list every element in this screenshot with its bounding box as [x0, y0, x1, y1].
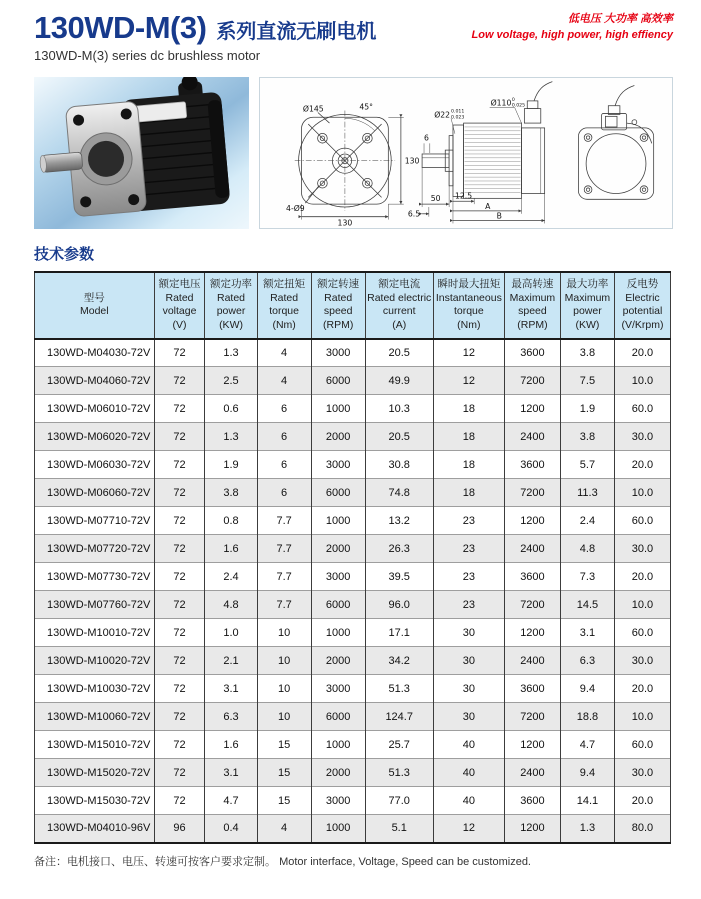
cell-rated-power: 0.8: [205, 507, 257, 535]
table-row: [35, 619, 671, 647]
dim-shaft-dia: Ø22: [434, 110, 451, 120]
cell-maximum-power: 2.4: [560, 507, 614, 535]
column-header-cn: 反电势: [626, 278, 659, 290]
cell-model: 130WD-M04060-72V: [35, 367, 155, 395]
cell-rated-voltage: 72: [154, 507, 205, 535]
cell-maximum-power: 6.3: [560, 647, 614, 675]
cell-electric-potential: 10.0: [614, 479, 670, 507]
column-header-unit: (Nm): [272, 318, 296, 331]
dim-flange-thk: 12.5: [455, 191, 473, 201]
cell-rated-torque: 10: [257, 619, 311, 647]
cell-model: 130WD-M07710-72V: [35, 507, 155, 535]
cell-maximum-speed: 3600: [504, 787, 560, 815]
cell-model: 130WD-M04030-72V: [35, 339, 155, 367]
table-row: [35, 591, 671, 619]
cell-rated-current: 96.0: [365, 591, 433, 619]
dim-width: 130: [337, 218, 353, 228]
dim-angle: 45°: [359, 102, 374, 112]
table-row: [35, 675, 671, 703]
dim-flange-dia: Ø145: [302, 104, 324, 114]
page-title: 130WD-M(3): [34, 10, 207, 45]
cell-rated-power: 1.6: [205, 731, 257, 759]
column-header: [433, 272, 504, 339]
cell-rated-torque: 15: [257, 787, 311, 815]
section-title: 技术参数: [34, 246, 95, 263]
cell-rated-power: 2.5: [205, 367, 257, 395]
cell-rated-speed: 2000: [311, 759, 365, 787]
dim-shaft-tol-upper: 0.011: [451, 109, 465, 115]
cell-rated-voltage: 72: [154, 451, 205, 479]
table-row: [35, 479, 671, 507]
column-header-unit: (A): [392, 318, 407, 331]
cell-instantaneous-torque: 12: [433, 815, 504, 843]
cell-rated-speed: 6000: [311, 367, 365, 395]
cell-model: 130WD-M06030-72V: [35, 451, 155, 479]
page-header: [34, 10, 673, 63]
cell-model: 130WD-M15010-72V: [35, 731, 155, 759]
cell-rated-voltage: 72: [154, 339, 205, 367]
cell-maximum-speed: 2400: [504, 423, 560, 451]
cell-rated-voltage: 72: [154, 479, 205, 507]
cell-maximum-power: 3.8: [560, 339, 614, 367]
cell-maximum-power: 1.3: [560, 815, 614, 843]
cell-instantaneous-torque: 40: [433, 731, 504, 759]
tagline-cn: 低电压 大功率 高效率: [567, 13, 673, 25]
cell-maximum-power: 3.1: [560, 619, 614, 647]
cell-rated-speed: 1000: [311, 619, 365, 647]
column-header-en: Maximum speed: [509, 291, 556, 318]
cell-rated-torque: 10: [257, 647, 311, 675]
column-header: [504, 272, 560, 339]
table-row: [35, 339, 671, 367]
cell-rated-power: 1.3: [205, 339, 257, 367]
cell-rated-speed: 2000: [311, 535, 365, 563]
column-header-cn: 额定转速: [317, 278, 360, 290]
cell-rated-speed: 3000: [311, 451, 365, 479]
cell-rated-current: 51.3: [365, 759, 433, 787]
cell-rated-voltage: 72: [154, 731, 205, 759]
dim-pilot-tol-lower: 0.025: [511, 103, 526, 109]
table-row: [35, 451, 671, 479]
cell-instantaneous-torque: 23: [433, 563, 504, 591]
media-row: [34, 77, 673, 229]
cell-rated-speed: 6000: [311, 703, 365, 731]
cell-model: 130WD-M15020-72V: [35, 759, 155, 787]
column-header-unit: (Nm): [457, 318, 481, 331]
cell-rated-speed: 3000: [311, 339, 365, 367]
cell-maximum-speed: 1200: [504, 395, 560, 423]
cell-electric-potential: 60.0: [614, 619, 670, 647]
dim-height: 130: [404, 156, 420, 166]
tagline: [472, 10, 674, 44]
cell-maximum-speed: 3600: [504, 451, 560, 479]
column-header-en: Rated speed: [323, 291, 353, 318]
cell-rated-current: 20.5: [365, 339, 433, 367]
cell-electric-potential: 20.0: [614, 787, 670, 815]
dim-pilot-tol-upper: 0: [511, 97, 515, 103]
cell-electric-potential: 80.0: [614, 815, 670, 843]
cell-instantaneous-torque: 12: [433, 367, 504, 395]
cell-rated-current: 124.7: [365, 703, 433, 731]
cell-rated-current: 39.5: [365, 563, 433, 591]
cell-rated-power: 2.4: [205, 563, 257, 591]
dimension-drawing: [260, 78, 672, 228]
table-row: [35, 703, 671, 731]
cell-rated-speed: 1000: [311, 815, 365, 843]
cell-rated-power: 1.0: [205, 619, 257, 647]
cell-electric-potential: 30.0: [614, 423, 670, 451]
cell-maximum-power: 9.4: [560, 759, 614, 787]
cell-rated-torque: 6: [257, 479, 311, 507]
column-header-en: Model: [79, 305, 109, 318]
cell-electric-potential: 20.0: [614, 451, 670, 479]
cell-rated-voltage: 72: [154, 563, 205, 591]
cell-rated-torque: 4: [257, 339, 311, 367]
cell-rated-current: 34.2: [365, 647, 433, 675]
cell-rated-power: 4.7: [205, 787, 257, 815]
cell-rated-power: 1.6: [205, 535, 257, 563]
cell-maximum-speed: 2400: [504, 759, 560, 787]
cell-rated-speed: 1000: [311, 395, 365, 423]
column-header-en: Rated power: [216, 291, 246, 318]
cell-rated-torque: 6: [257, 395, 311, 423]
dim-shaft-tol-lower: 0.023: [451, 115, 465, 121]
cell-rated-torque: 10: [257, 675, 311, 703]
dim-step: 6.5: [407, 209, 421, 219]
cell-electric-potential: 20.0: [614, 675, 670, 703]
column-header-cn: 最大功率: [566, 278, 609, 290]
cell-maximum-power: 4.8: [560, 535, 614, 563]
cell-rated-speed: 2000: [311, 423, 365, 451]
cell-rated-power: 4.8: [205, 591, 257, 619]
column-header: [365, 272, 433, 339]
cell-maximum-power: 7.5: [560, 367, 614, 395]
column-header-unit: (RPM): [517, 318, 548, 331]
column-header: [560, 272, 614, 339]
table-row: [35, 423, 671, 451]
cell-rated-current: 77.0: [365, 787, 433, 815]
cell-rated-torque: 7.7: [257, 507, 311, 535]
cell-maximum-speed: 1200: [504, 507, 560, 535]
cell-instantaneous-torque: 12: [433, 339, 504, 367]
dim-shaft-len: 50: [430, 194, 441, 204]
dim-len-a: A: [485, 201, 491, 211]
cell-rated-speed: 3000: [311, 563, 365, 591]
cell-maximum-speed: 7200: [504, 703, 560, 731]
cell-rated-voltage: 72: [154, 619, 205, 647]
cell-model: 130WD-M07760-72V: [35, 591, 155, 619]
cell-instantaneous-torque: 30: [433, 619, 504, 647]
technical-drawings: [259, 77, 673, 229]
cell-maximum-speed: 7200: [504, 479, 560, 507]
cell-rated-voltage: 72: [154, 423, 205, 451]
cell-electric-potential: 30.0: [614, 759, 670, 787]
cell-rated-current: 74.8: [365, 479, 433, 507]
column-header: [205, 272, 257, 339]
cell-rated-speed: 6000: [311, 479, 365, 507]
cell-model: 130WD-M10010-72V: [35, 619, 155, 647]
cell-rated-voltage: 72: [154, 675, 205, 703]
dim-holes: 4-Ø9: [286, 203, 305, 213]
cell-instantaneous-torque: 23: [433, 591, 504, 619]
table-row: [35, 367, 671, 395]
column-header-cn: 额定功率: [210, 278, 253, 290]
column-header-cn: 额定电流: [378, 278, 421, 290]
cell-rated-power: 3.1: [205, 675, 257, 703]
table-row: [35, 815, 671, 843]
cell-maximum-speed: 1200: [504, 731, 560, 759]
cell-rated-power: 6.3: [205, 703, 257, 731]
cell-rated-torque: 7.7: [257, 591, 311, 619]
motor-photo: [34, 77, 249, 229]
column-header-unit: (RPM): [323, 318, 354, 331]
cell-rated-torque: 7.7: [257, 563, 311, 591]
cell-maximum-power: 7.3: [560, 563, 614, 591]
cell-rated-speed: 3000: [311, 787, 365, 815]
dim-key-width: 6: [424, 133, 429, 143]
cell-rated-current: 17.1: [365, 619, 433, 647]
cell-maximum-power: 9.4: [560, 675, 614, 703]
column-header-unit: (V/Krpm): [621, 318, 664, 331]
cell-maximum-power: 4.7: [560, 731, 614, 759]
cell-instantaneous-torque: 18: [433, 479, 504, 507]
cell-rated-power: 1.9: [205, 451, 257, 479]
column-header-cn: 最高转速: [511, 278, 554, 290]
cell-rated-current: 10.3: [365, 395, 433, 423]
footnote: [34, 853, 673, 869]
motor-photo-illustration: [34, 77, 249, 229]
cell-rated-torque: 6: [257, 423, 311, 451]
table-row: [35, 507, 671, 535]
cell-model: 130WD-M04010-96V: [35, 815, 155, 843]
column-header: [257, 272, 311, 339]
table-body: [35, 339, 671, 843]
cell-rated-torque: 6: [257, 451, 311, 479]
cell-maximum-speed: 2400: [504, 535, 560, 563]
cell-maximum-power: 14.1: [560, 787, 614, 815]
cell-model: 130WD-M10020-72V: [35, 647, 155, 675]
cell-rated-power: 2.1: [205, 647, 257, 675]
cell-rated-power: 0.6: [205, 395, 257, 423]
column-header: [35, 272, 155, 339]
cell-model: 130WD-M15030-72V: [35, 787, 155, 815]
cell-electric-potential: 60.0: [614, 731, 670, 759]
cell-rated-voltage: 72: [154, 787, 205, 815]
cell-electric-potential: 10.0: [614, 703, 670, 731]
cell-instantaneous-torque: 18: [433, 395, 504, 423]
cell-model: 130WD-M06060-72V: [35, 479, 155, 507]
column-header-en: Electric potential: [622, 291, 663, 318]
column-header-cn: 型号: [83, 291, 105, 304]
cell-model: 130WD-M07730-72V: [35, 563, 155, 591]
column-header: [614, 272, 670, 339]
cell-instantaneous-torque: 30: [433, 703, 504, 731]
cell-maximum-speed: 2400: [504, 647, 560, 675]
footnote-en: Motor interface, Voltage, Speed can be customized.: [279, 855, 531, 868]
cell-electric-potential: 20.0: [614, 563, 670, 591]
cell-rated-speed: 3000: [311, 675, 365, 703]
cell-rated-voltage: 72: [154, 367, 205, 395]
cell-rated-torque: 15: [257, 731, 311, 759]
cell-electric-potential: 60.0: [614, 395, 670, 423]
cell-rated-power: 0.4: [205, 815, 257, 843]
spec-table: [34, 271, 671, 844]
cell-model: 130WD-M07720-72V: [35, 535, 155, 563]
cell-maximum-power: 11.3: [560, 479, 614, 507]
cell-model: 130WD-M06020-72V: [35, 423, 155, 451]
cell-rated-torque: 4: [257, 367, 311, 395]
table-row: [35, 731, 671, 759]
cell-rated-power: 3.1: [205, 759, 257, 787]
column-header-cn: 额定电压: [158, 278, 201, 290]
cell-maximum-speed: 3600: [504, 339, 560, 367]
cell-rated-speed: 6000: [311, 591, 365, 619]
cell-maximum-speed: 3600: [504, 563, 560, 591]
cell-maximum-power: 18.8: [560, 703, 614, 731]
table-row: [35, 395, 671, 423]
cell-instantaneous-torque: 23: [433, 507, 504, 535]
cell-rated-speed: 2000: [311, 647, 365, 675]
cell-rated-voltage: 72: [154, 759, 205, 787]
cell-rated-speed: 1000: [311, 507, 365, 535]
column-header-cn: 瞬时最大扭矩: [437, 278, 501, 290]
cell-instantaneous-torque: 23: [433, 535, 504, 563]
dim-pilot-dia: Ø110: [490, 98, 512, 108]
cell-electric-potential: 60.0: [614, 507, 670, 535]
column-header-en: Rated torque: [269, 291, 299, 318]
cell-model: 130WD-M06010-72V: [35, 395, 155, 423]
cell-instantaneous-torque: 40: [433, 759, 504, 787]
column-header-unit: (KW): [219, 318, 243, 331]
cell-maximum-power: 1.9: [560, 395, 614, 423]
page-title-cn: 系列直流无刷电机: [216, 21, 377, 43]
cell-rated-voltage: 72: [154, 535, 205, 563]
cell-model: 130WD-M10030-72V: [35, 675, 155, 703]
column-header-unit: (V): [172, 318, 187, 331]
tagline-en: Low voltage, high power, high effiency: [471, 28, 673, 41]
cell-rated-voltage: 72: [154, 703, 205, 731]
title-block: [34, 10, 376, 63]
column-header-en: Rated electric current: [367, 291, 432, 318]
cell-maximum-speed: 1200: [504, 815, 560, 843]
header-row: [35, 272, 671, 339]
cell-rated-current: 5.1: [365, 815, 433, 843]
cell-maximum-power: 14.5: [560, 591, 614, 619]
cell-rated-current: 20.5: [365, 423, 433, 451]
cell-rated-power: 3.8: [205, 479, 257, 507]
cell-maximum-power: 5.7: [560, 451, 614, 479]
cell-rated-current: 49.9: [365, 367, 433, 395]
column-header-unit: (KW): [575, 318, 600, 331]
cell-instantaneous-torque: 18: [433, 451, 504, 479]
cell-maximum-speed: 3600: [504, 675, 560, 703]
column-header-cn: 额定扭矩: [263, 278, 306, 290]
cell-electric-potential: 20.0: [614, 339, 670, 367]
cell-electric-potential: 30.0: [614, 647, 670, 675]
table-row: [35, 647, 671, 675]
cell-rated-current: 13.2: [365, 507, 433, 535]
cell-rated-current: 25.7: [365, 731, 433, 759]
cell-instantaneous-torque: 40: [433, 787, 504, 815]
dim-len-b: B: [496, 211, 502, 221]
cell-maximum-speed: 7200: [504, 591, 560, 619]
cell-rated-voltage: 72: [154, 395, 205, 423]
column-header-en: Instantaneous torque: [435, 291, 502, 318]
cell-model: 130WD-M10060-72V: [35, 703, 155, 731]
cell-rated-voltage: 72: [154, 591, 205, 619]
cell-rated-torque: 10: [257, 703, 311, 731]
table-row: [35, 535, 671, 563]
cell-rated-current: 30.8: [365, 451, 433, 479]
cell-maximum-speed: 7200: [504, 367, 560, 395]
column-header-en: Maximum power: [564, 291, 611, 318]
cell-rated-voltage: 72: [154, 647, 205, 675]
table-row: [35, 759, 671, 787]
cell-electric-potential: 10.0: [614, 591, 670, 619]
cell-instantaneous-torque: 30: [433, 647, 504, 675]
footnote-cn: 备注：电机接口、电压、转速可按客户要求定制。: [34, 855, 276, 868]
table-row: [35, 787, 671, 815]
cell-maximum-power: 3.8: [560, 423, 614, 451]
cell-rated-current: 51.3: [365, 675, 433, 703]
cell-rated-speed: 1000: [311, 731, 365, 759]
column-header: [311, 272, 365, 339]
column-header: [154, 272, 205, 339]
cell-instantaneous-torque: 30: [433, 675, 504, 703]
cell-instantaneous-torque: 18: [433, 423, 504, 451]
cell-rated-torque: 4: [257, 815, 311, 843]
cell-rated-current: 26.3: [365, 535, 433, 563]
cell-rated-torque: 15: [257, 759, 311, 787]
cell-maximum-speed: 1200: [504, 619, 560, 647]
cell-rated-power: 1.3: [205, 423, 257, 451]
column-header-en: Rated voltage: [162, 291, 197, 318]
cell-rated-voltage: 96: [154, 815, 205, 843]
table-row: [35, 563, 671, 591]
cell-electric-potential: 10.0: [614, 367, 670, 395]
cell-rated-torque: 7.7: [257, 535, 311, 563]
cell-electric-potential: 30.0: [614, 535, 670, 563]
page-subtitle: 130WD-M(3) series dc brushless motor: [34, 48, 261, 63]
